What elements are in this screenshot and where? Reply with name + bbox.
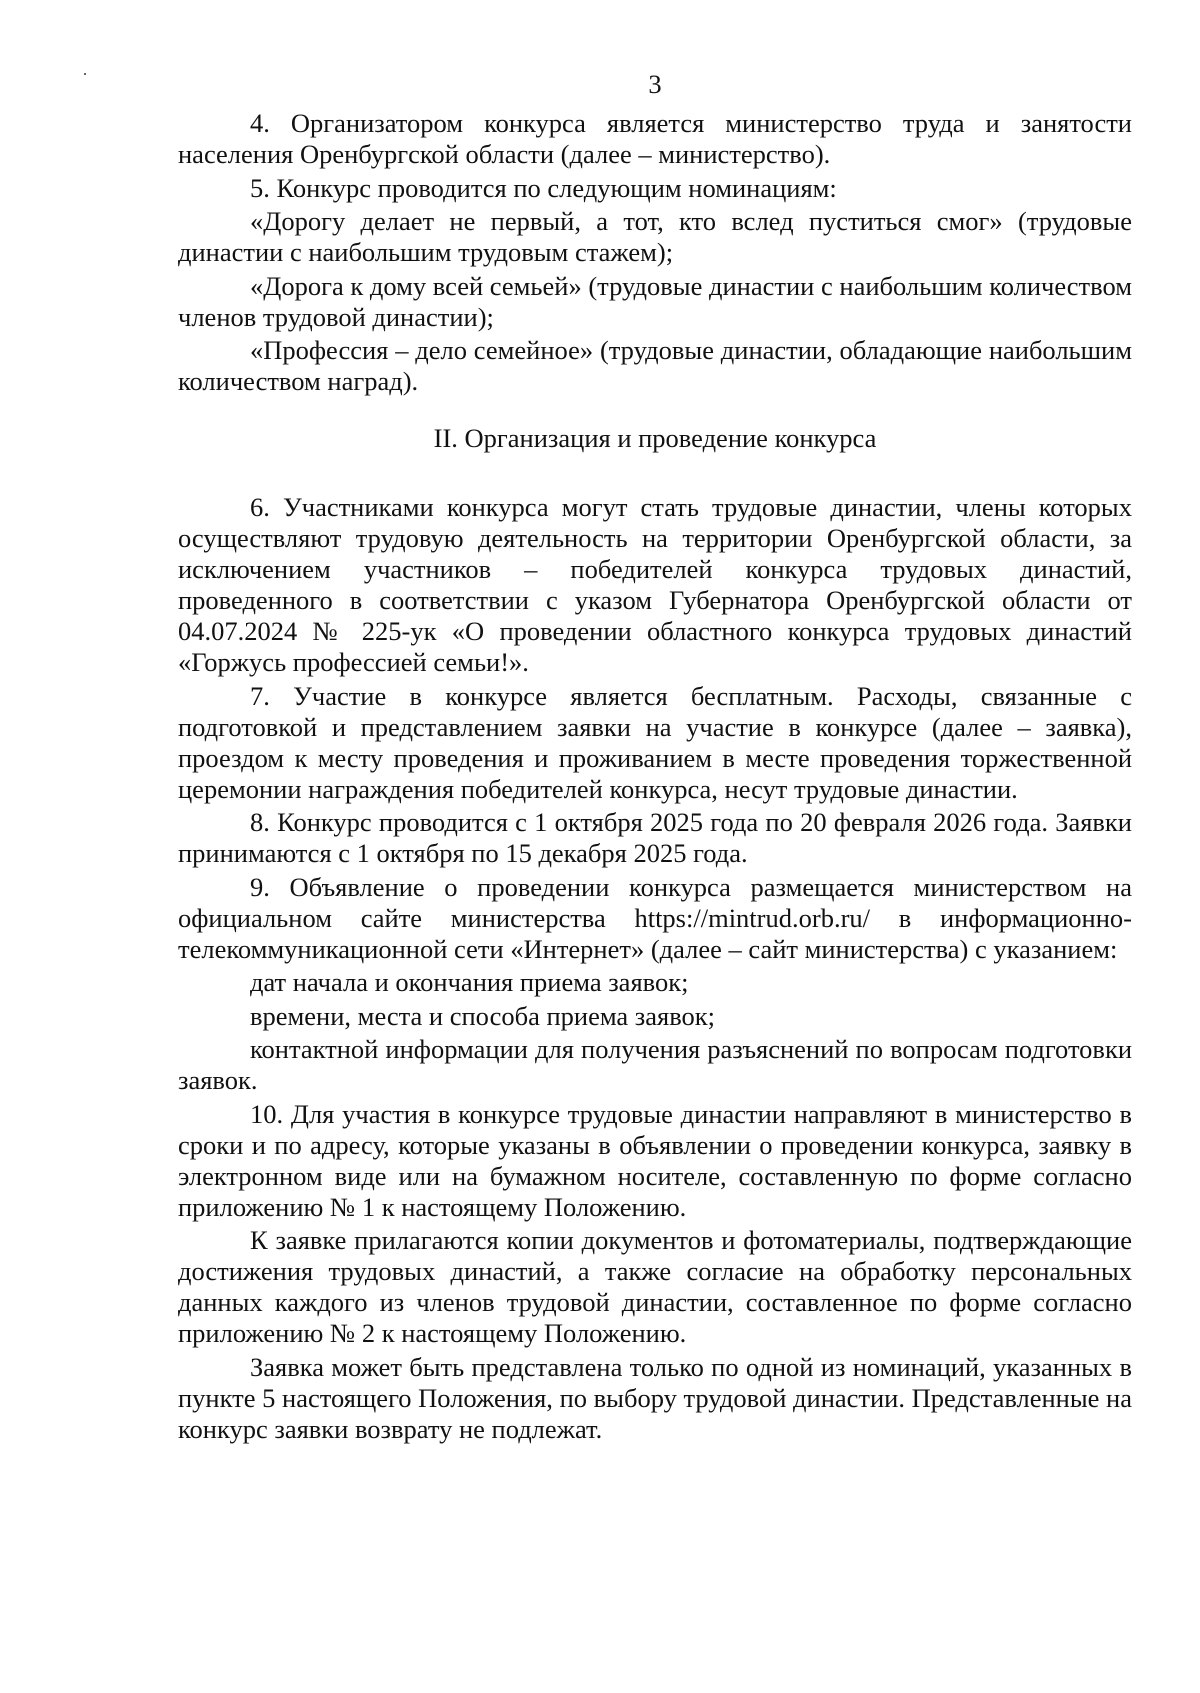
paragraph-one-nomination: Заявка может быть представлена только по одной из номинаций, указанных в пункте 5 настоящего Положения, по выбору трудовой династии. Представленные на конкурс заявки возврату не подлежат. — [178, 1351, 1132, 1444]
list-item-time-place: времени, места и способа приема заявок; — [250, 1000, 716, 1031]
paragraph-8: 8. Конкурс проводится с 1 октября 2025 года по 20 февраля 2026 года. Заявки принимаются с 1 октября по 15 декабря 2025 года. — [178, 807, 1132, 868]
paragraph-5: 5. Конкурс проводится по следующим номинациям: — [250, 172, 837, 203]
paragraph-4: 4. Организатором конкурса является министерство труда и занятости населения Оренбургской области (далее – министерство). — [178, 108, 1132, 169]
page-number: 3 — [648, 69, 662, 99]
list-item-dates: дат начала и окончания приема заявок; — [250, 967, 689, 997]
page-content — [178, 60, 1132, 1447]
section-title: II. Организация и проведение конкурса — [433, 423, 877, 453]
nomination-2: «Дорога к дому всей семьей» (трудовые династии с наибольшим количеством членов трудовой династии); — [178, 270, 1132, 332]
nomination-1: «Дорогу делает не первый, а тот, кто вслед пуститься смог» (трудовые династии с наибольшим трудовым стажем); — [178, 206, 1132, 267]
paragraph-7: 7. Участие в конкурсе является бесплатным. Расходы, связанные с подготовкой и представлением заявки на участие в конкурсе (далее – заявка), проездом к месту проведения и проживанием в месте проведения торжественной церемонии награждения победителей конкурса, несут трудовые династии. — [178, 680, 1132, 804]
nomination-3: «Профессия – дело семейное» (трудовые династии, обладающие наибольшим количеством наград). — [178, 335, 1132, 396]
paragraph-9: 9. Объявление о проведении конкурса размещается министерством на официальном сайте министерства https://mintrud.orb.ru/ в информационно-телекоммуникационной сети «Интернет» (далее – сайт министерства) с указанием: — [178, 871, 1132, 964]
list-item-contacts: контактной информации для получения разъяснений по вопросам подготовки заявок. — [178, 1034, 1132, 1095]
scan-speck — [84, 73, 86, 75]
paragraph-10: 10. Для участия в конкурсе трудовые династии направляют в министерство в сроки и по адресу, которые указаны в объявлении о проведении конкурса, заявку в электронном виде или на бумажном носителе, составленную по форме согласно приложению № 1 к настоящему Положению. — [178, 1098, 1132, 1222]
paragraph-attachments: К заявке прилагаются копии документов и фотоматериалы, подтверждающие достижения трудовых династий, а также согласие на обработку персональных данных каждого из членов трудовой династии, составленное по форме согласно приложению № 2 к настоящему Положению. — [178, 1225, 1132, 1348]
paragraph-6: 6. Участниками конкурса могут стать трудовые династии, члены которых осуществляют трудовую деятельность на территории Оренбургской области, за исключением участников – победителей конкурса трудовых династий, проведенного в соответствии с указом Губернатора Оренбургской области от 04.07.2024 № 225-ук «О проведении областного конкурса трудовых династий «Горжусь профессией семьи!». — [178, 492, 1132, 677]
